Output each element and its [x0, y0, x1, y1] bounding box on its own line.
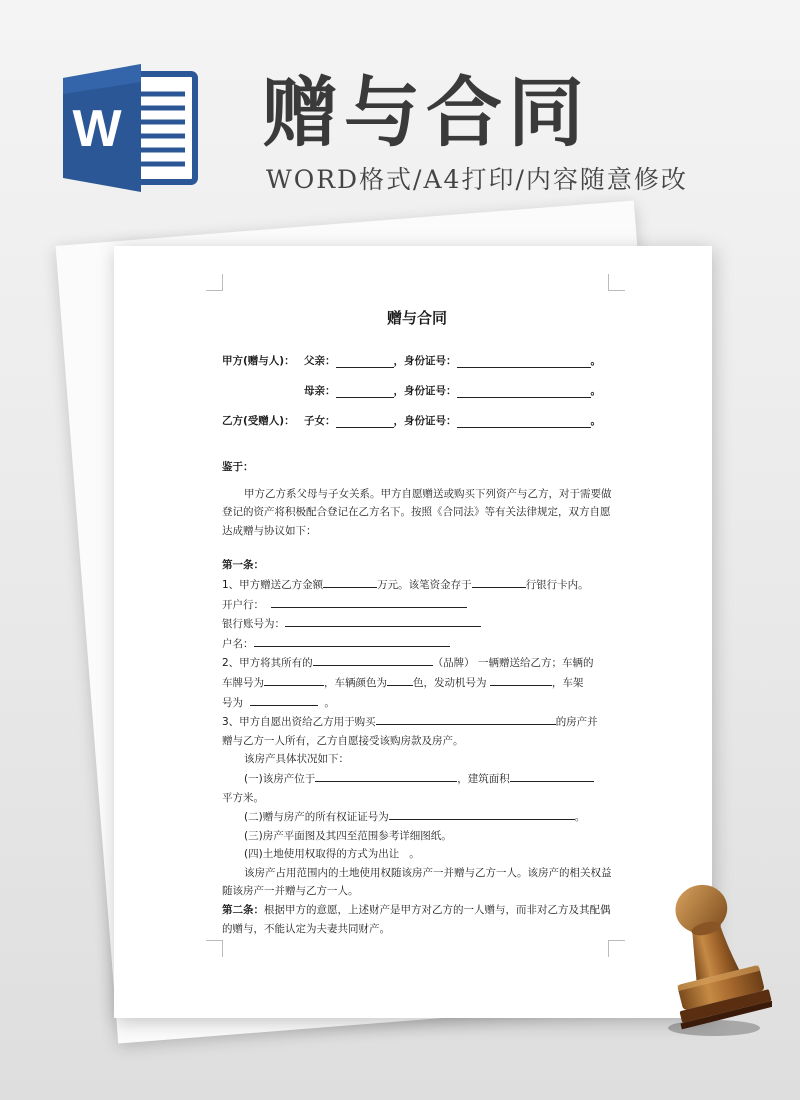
- document-body: [222, 308, 612, 938]
- whereas-heading: 鉴于：: [222, 461, 254, 473]
- blank-line[interactable]: [490, 673, 552, 686]
- blank-line[interactable]: [387, 673, 413, 686]
- article-1-heading: 第一条：: [222, 559, 264, 572]
- blank-line[interactable]: [313, 653, 433, 666]
- end-mark: 。: [590, 414, 601, 427]
- article-1-item-2-line-3: 号为 。: [222, 693, 612, 713]
- blank-line[interactable]: [336, 415, 394, 428]
- article-1-item-2: 2、甲方将其所有的 （品牌） 一辆赠送给乙方；车辆的: [222, 653, 612, 673]
- blank-line[interactable]: [457, 385, 591, 398]
- id-label: ，身份证号：: [393, 384, 457, 397]
- party-row-father: [222, 346, 612, 376]
- blank-line[interactable]: [389, 807, 575, 820]
- whereas-paragraph: 甲方乙方系父母与子女关系。甲方自愿赠送或购买下列资产与乙方，对于需要做登记的资产将积极配合登记在乙方名下。按照《合同法》等有关法律规定，双方自愿达成赠与协议如下：: [222, 487, 612, 537]
- crop-mark-bottom-left: [206, 940, 223, 957]
- article-2-heading: 第二条：: [222, 904, 264, 917]
- end-mark: 。: [590, 354, 601, 367]
- blank-line[interactable]: [457, 415, 591, 428]
- article-1-item-2-line-2: 车牌号为 ，车辆颜色为 色，发动机号为 ，车架: [222, 673, 612, 693]
- blank-line[interactable]: [271, 595, 467, 608]
- party-row-child: [222, 406, 612, 436]
- blank-line[interactable]: [254, 634, 450, 647]
- word-logo-letter: W: [72, 100, 122, 158]
- land-use-paragraph: 该房产占用范围内的土地使用权随该房产一并赠与乙方一人。该房产的相关权益随该房产一并赠与乙方一人。: [222, 866, 612, 898]
- wooden-stamp-icon: [652, 880, 772, 1040]
- blank-line[interactable]: [510, 769, 594, 782]
- blank-line[interactable]: [336, 355, 394, 368]
- blank-line[interactable]: [315, 769, 457, 782]
- blank-line[interactable]: [457, 355, 591, 368]
- id-label: ，身份证号：: [393, 414, 457, 427]
- house-intro: 该房产具体状况如下：: [244, 753, 349, 766]
- hero-subtitle: WORD格式/A4打印/内容随意修改: [266, 165, 688, 194]
- hero-title: 赠与合同: [262, 68, 590, 157]
- document-title: 赠与合同: [386, 309, 447, 327]
- party-label: 乙方(受赠人)：: [222, 414, 295, 427]
- relation-label: 子女：: [304, 414, 336, 427]
- house-item-1: (一)该房产位于 ，建筑面积: [222, 769, 612, 789]
- blank-line[interactable]: [376, 712, 556, 725]
- article-1-item-3: 3、甲方自愿出资给乙方用于购买 的房产并: [222, 712, 612, 732]
- crop-mark-bottom-right: [608, 940, 625, 957]
- blank-line[interactable]: [323, 575, 377, 588]
- article-1-item-1: 1、甲方赠送乙方金额 万元。该笔资金存于 行银行卡内。: [222, 575, 612, 595]
- blank-line[interactable]: [285, 614, 481, 627]
- blank-line[interactable]: [250, 693, 318, 706]
- bank-account-line: 银行账号为：: [222, 614, 612, 634]
- house-item-3: (三)房产平面图及其四至范围参考详细图纸。: [244, 829, 452, 842]
- party-label: 甲方(赠与人)：: [222, 354, 295, 367]
- blank-line[interactable]: [472, 575, 526, 588]
- article-2-paragraph: 第二条：根据甲方的意愿，上述财产是甲方对乙方的一人赠与，而非对乙方及其配偶的赠与，不能认定为夫妻共同财产。: [222, 904, 611, 935]
- word-logo-icon: [63, 64, 198, 192]
- end-mark: 。: [590, 384, 601, 397]
- article-1-item-3-line-2: 赠与乙方一人所有，乙方自愿接受该购房款及房产。: [222, 734, 464, 747]
- id-label: ，身份证号：: [393, 354, 457, 367]
- house-item-1-line-2: 平方米。: [222, 791, 264, 804]
- relation-label: 父亲：: [304, 354, 336, 367]
- bank-open-line: 开户行：: [222, 595, 612, 615]
- relation-label: 母亲：: [304, 384, 336, 397]
- crop-mark-top-right: [608, 274, 625, 291]
- account-holder-line: 户名：: [222, 634, 612, 654]
- blank-line[interactable]: [264, 673, 324, 686]
- crop-mark-top-left: [206, 274, 223, 291]
- house-item-4: (四)土地使用权取得的方式为出让 。: [244, 848, 420, 861]
- party-row-mother: [222, 376, 612, 406]
- document-page: [114, 246, 712, 1018]
- house-item-2: (二)赠与房产的所有权证证号为 。: [222, 807, 612, 827]
- blank-line[interactable]: [336, 385, 394, 398]
